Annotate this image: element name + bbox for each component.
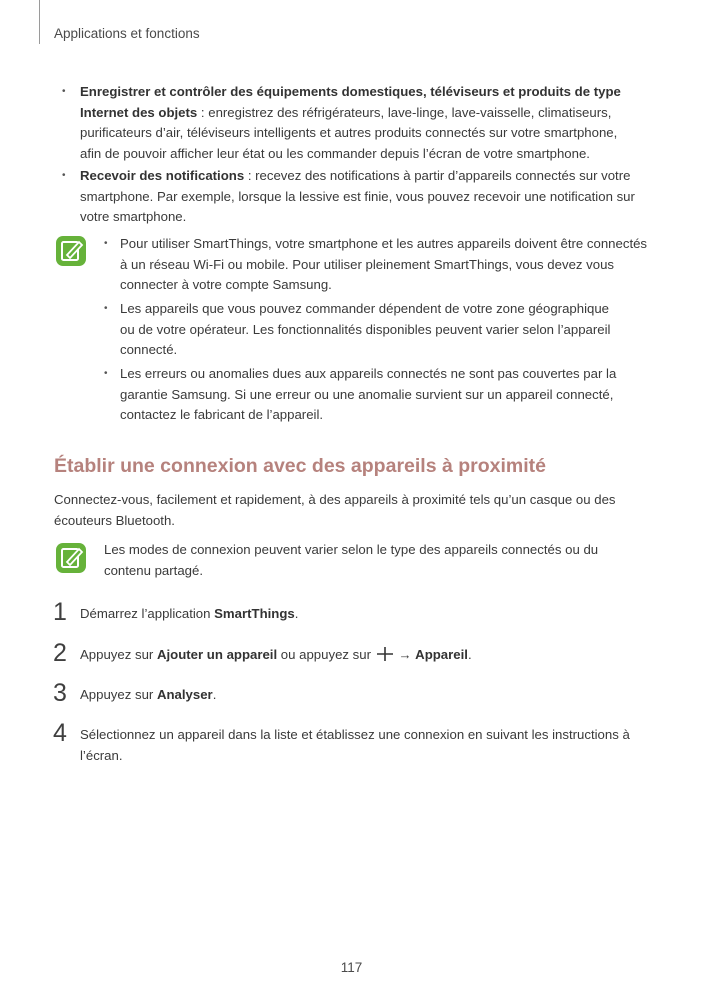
- note-item-warranty: Les erreurs ou anomalies dues aux appareils connectés ne sont pas couvertes par la garantie Samsung. Si une erreur ou une anomalie survient sur un appareil connecté, contactez le fabricant de l’appareil.: [120, 366, 617, 423]
- bullet-dot: •: [62, 170, 66, 181]
- bullet-notifications-title: Recevoir des notifications: [80, 168, 245, 183]
- bullet-notifications: [80, 166, 640, 228]
- note-bullet-dot: •: [104, 368, 108, 379]
- note-item-region: Les appareils que vous pouvez commander dépendent de votre zone géographique ou de votre opérateur. Les fonctionnalités disponibles peuvent varier selon l’appareil connecté.: [120, 301, 611, 358]
- step-4: Sélectionnez un appareil dans la liste et établissez une connexion en suivant les instructions à l’écran.: [80, 727, 630, 763]
- plus-icon: [377, 647, 393, 661]
- page-header-title: Applications et fonctions: [54, 26, 200, 41]
- step-3: Appuyez sur Analyser.: [80, 687, 217, 702]
- page-number: 117: [340, 960, 363, 975]
- step-number: 4: [53, 719, 67, 747]
- bullet-iot-text: : enregistrez des réfrigérateurs, lave-linge, lave-vaisselle, climatiseurs, purificateurs d’air, téléviseurs intelligents et autres produits connectés sur votre smartphone, afin de pouvoir afficher leur état ou les commander depuis l’écran de votre smartphone.: [80, 104, 618, 161]
- section-note: Les modes de connexion peuvent varier selon le type des appareils connectés ou du contenu partagé.: [104, 542, 599, 578]
- step-number: 1: [53, 598, 67, 626]
- bullet-iot: [80, 82, 640, 164]
- step-1: Démarrez l’application SmartThings.: [80, 606, 299, 621]
- step-number: 3: [53, 679, 67, 707]
- bullet-dot: •: [62, 86, 66, 97]
- step-2: Appuyez sur Ajouter un appareil ou appuyez sur → Appareil.: [80, 647, 472, 662]
- note-item-requirements: Pour utiliser SmartThings, votre smartphone et les autres appareils doivent être connectés à un réseau Wi-Fi ou mobile. Pour utiliser pleinement SmartThings, vous devez vous connecter à votre compte Samsung.: [120, 236, 648, 293]
- section-intro: Connectez-vous, facilement et rapidement, à des appareils à proximité tels qu’un casque ou des écouteurs Bluetooth.: [54, 492, 616, 528]
- note-bullet-dot: •: [104, 303, 108, 314]
- note-icon: [56, 543, 86, 573]
- bullet-notifications-text: : recevez des notifications à partir d’appareils connectés sur votre smartphone. Par exemple, lorsque la lessive est finie, vous pouvez recevoir une notification sur votre smartphone.: [80, 168, 635, 225]
- section-title: Établir une connexion avec des appareils à proximité: [54, 455, 547, 477]
- note-icon: [56, 236, 86, 266]
- step-number: 2: [53, 639, 67, 667]
- header-rule: [39, 0, 40, 44]
- bullet-iot-title: Enregistrer et contrôler des équipements domestiques, téléviseurs et produits de type Internet des objets: [80, 84, 621, 120]
- note-bullet-dot: •: [104, 238, 108, 249]
